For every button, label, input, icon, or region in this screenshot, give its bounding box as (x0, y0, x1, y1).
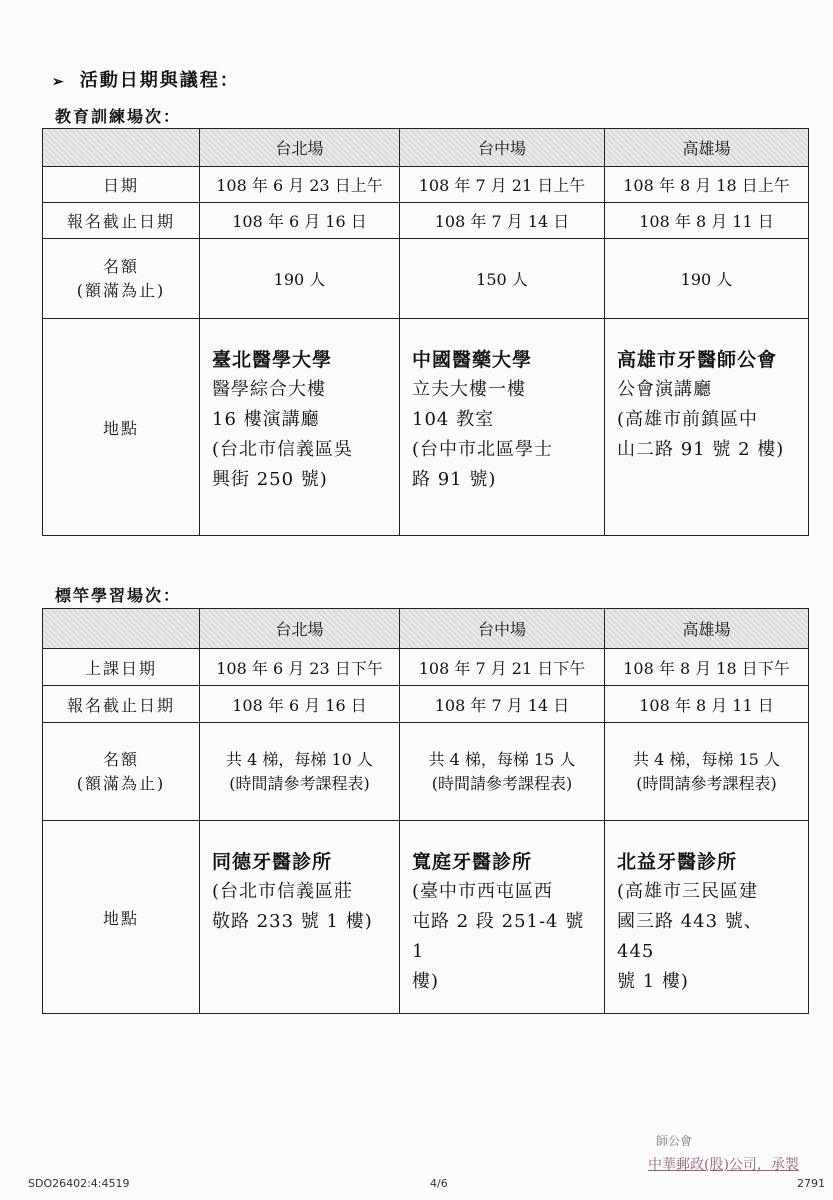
section-heading (52, 66, 240, 92)
date-taichung: 108 年 7 月 21 日下午 (400, 649, 605, 686)
deadline-kaohsiung: 108 年 8 月 11 日 (605, 203, 809, 239)
date-kaohsiung: 108 年 8 月 18 日下午 (605, 649, 809, 686)
clinic-address-line: 國三路 443 號、445 (617, 911, 763, 962)
location-label: 地點 (43, 319, 200, 536)
clinic-address-line: 樓) (412, 971, 440, 992)
quota-batches: 共 4 梯，每梯 10 人 (226, 749, 373, 769)
training-table (42, 128, 809, 536)
venue-line: (台中市北區學士 (412, 439, 554, 460)
date-kaohsiung: 108 年 8 月 18 日上午 (605, 167, 809, 203)
training-title: 教育訓練場次： (55, 107, 182, 126)
header-blank-cell (43, 609, 200, 649)
quota-note: (時間請參考課程表) (229, 773, 370, 793)
location-taipei (200, 821, 400, 1014)
training-quota-row (43, 239, 809, 319)
venue-name: 臺北醫學大學 (212, 349, 333, 371)
quota-note: (時間請參考課程表) (431, 773, 573, 793)
quota-taipei (200, 723, 400, 821)
clinic-address-line: 敬路 233 號 1 樓) (212, 911, 373, 932)
quota-label-line1: 名額 (102, 256, 139, 276)
benchmark-quota-row (43, 723, 809, 821)
deadline-taipei: 108 年 6 月 16 日 (200, 203, 400, 239)
venue-name: 高雄市牙醫師公會 (617, 349, 778, 371)
quota-kaohsiung: 190 人 (605, 239, 809, 319)
column-taipei: 台北場 (200, 129, 400, 167)
quota-batches: 共 4 梯，每梯 15 人 (633, 749, 780, 769)
training-deadline-row (43, 203, 809, 239)
date-label: 日期 (43, 167, 200, 203)
location-taichung (400, 821, 605, 1014)
date-taipei: 108 年 6 月 23 日下午 (200, 649, 400, 686)
location-taichung (400, 319, 605, 536)
quota-label (43, 723, 200, 821)
header-blank-cell (43, 129, 200, 167)
clinic-address-line: (臺中市西屯區西 (412, 881, 554, 902)
venue-line: 16 樓演講廳 (212, 409, 320, 430)
quota-note: (時間請參考課程表) (636, 773, 777, 793)
location-kaohsiung (605, 319, 809, 536)
clinic-address-line: 號 1 樓) (617, 971, 689, 992)
venue-line: 路 91 號) (412, 469, 497, 490)
quota-taipei: 190 人 (200, 239, 400, 319)
quota-taichung (400, 723, 605, 821)
clinic-address-line: 屯路 2 段 251-4 號 1 (412, 911, 585, 962)
clinic-name: 北益牙醫診所 (617, 851, 738, 873)
training-location-row (43, 319, 809, 536)
venue-line: 醫學綜合大樓 (212, 379, 326, 400)
venue-line: (台北市信義區吳 (212, 439, 354, 460)
location-label: 地點 (43, 821, 200, 1014)
location-kaohsiung (605, 821, 809, 1014)
quota-label-line1: 名額 (102, 749, 139, 769)
column-kaohsiung: 高雄場 (605, 129, 809, 167)
clinic-name: 同德牙醫診所 (212, 851, 333, 873)
date-taipei: 108 年 6 月 23 日上午 (200, 167, 400, 203)
benchmark-date-row (43, 649, 809, 686)
deadline-label: 報名截止日期 (43, 203, 200, 239)
column-taichung: 台中場 (400, 129, 605, 167)
benchmark-table (42, 608, 809, 1014)
deadline-taipei: 108 年 6 月 16 日 (200, 686, 400, 723)
venue-line: 立夫大樓一樓 (412, 379, 526, 400)
date-label: 上課日期 (43, 649, 200, 686)
stamp-top-text: 師公會 (656, 1134, 693, 1148)
quota-batches: 共 4 梯，每梯 15 人 (428, 749, 576, 769)
benchmark-title: 標竿學習場次： (55, 586, 182, 605)
venue-line: 公會演講廳 (617, 379, 712, 400)
document-code: SDO26402:4:4519 (28, 1177, 130, 1190)
stamp-bottom-text: 中華郵政(股)公司，承製 (648, 1157, 799, 1173)
venue-line: 興街 250 號) (212, 469, 328, 490)
venue-line: 山二路 91 號 2 樓) (617, 439, 785, 460)
section-heading-text: 活動日期與議程： (79, 70, 240, 91)
column-kaohsiung: 高雄場 (605, 609, 809, 649)
quota-label-line2: (額滿為止) (76, 773, 166, 793)
clinic-address-line: (台北市信義區莊 (212, 881, 354, 902)
page-number: 4/6 (430, 1177, 448, 1190)
quota-taichung: 150 人 (400, 239, 605, 319)
venue-line: (高雄市前鎮區中 (617, 409, 759, 430)
training-header-row (43, 129, 809, 167)
benchmark-location-row (43, 821, 809, 1014)
quota-label (43, 239, 200, 319)
deadline-taichung: 108 年 7 月 14 日 (400, 686, 605, 723)
arrow-bullet-icon: ➢ (52, 74, 66, 90)
quota-label-line2: (額滿為止) (76, 280, 166, 300)
venue-name: 中國醫藥大學 (412, 349, 533, 371)
column-taipei: 台北場 (200, 609, 400, 649)
training-date-row (43, 167, 809, 203)
location-taipei (200, 319, 400, 536)
venue-line: 104 教室 (412, 409, 495, 430)
benchmark-header-row (43, 609, 809, 649)
column-taichung: 台中場 (400, 609, 605, 649)
deadline-taichung: 108 年 7 月 14 日 (400, 203, 605, 239)
deadline-kaohsiung: 108 年 8 月 11 日 (605, 686, 809, 723)
date-taichung: 108 年 7 月 21 日上午 (400, 167, 605, 203)
quota-kaohsiung (605, 723, 809, 821)
benchmark-deadline-row (43, 686, 809, 723)
deadline-label: 報名截止日期 (43, 686, 200, 723)
clinic-address-line: (高雄市三民區建 (617, 881, 759, 902)
clinic-name: 寬庭牙醫診所 (412, 851, 533, 873)
document-number: 2791 (797, 1177, 825, 1190)
